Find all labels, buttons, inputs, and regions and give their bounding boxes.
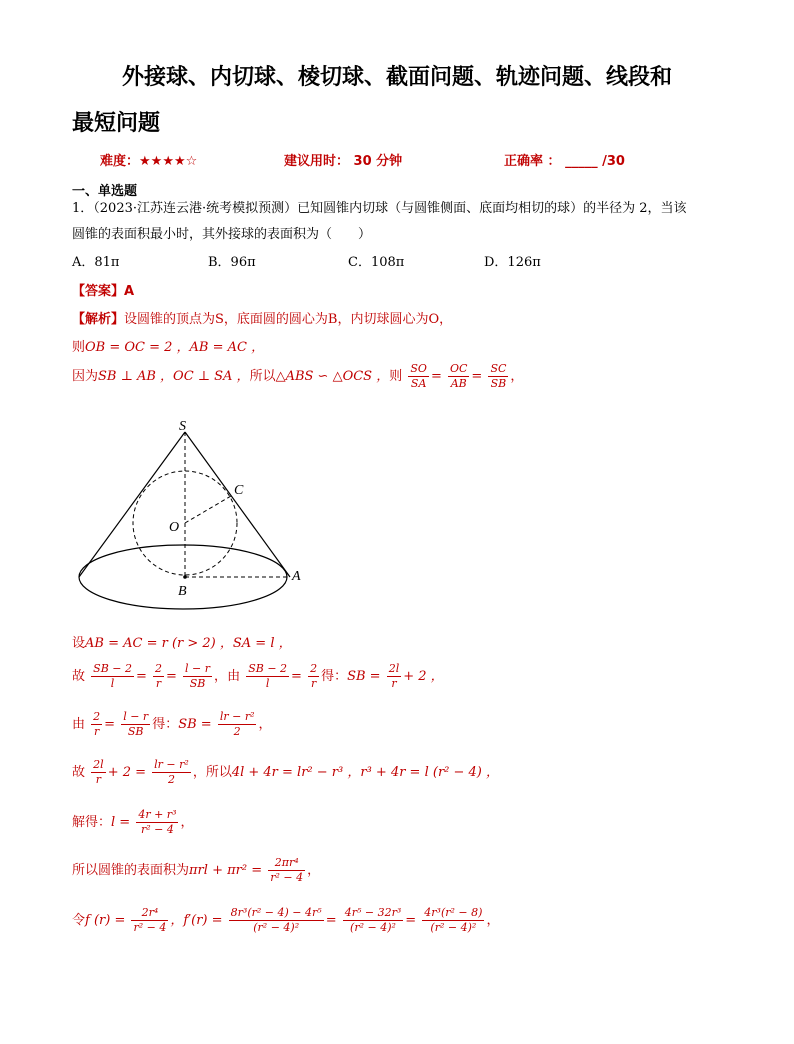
analysis-line-9: 所以圆锥的表面积为πrl + πr² = $\frac{\text{2πr⁴}}{\text{r² − 4}}$ ， bbox=[72, 856, 321, 884]
option-d: D．126π bbox=[484, 255, 541, 270]
cone-side-right bbox=[185, 432, 290, 577]
cone-side-left bbox=[79, 432, 185, 577]
question-text-2: 圆锥的表面积最小时，其外接球的表面积为（ ） bbox=[72, 227, 372, 242]
page-title-line2: 最短问题 bbox=[72, 111, 161, 136]
answer-tag: 【答案】 bbox=[72, 284, 125, 299]
answer-value: A bbox=[124, 284, 135, 299]
analysis-line-8: 解得：l = $\frac{\text{4r + r³}}{\text{r² − 4}}$ ， bbox=[72, 808, 194, 836]
segment-OC bbox=[185, 496, 231, 523]
label-S: S bbox=[179, 419, 186, 434]
page-title-line1: 外接球、内切球、棱切球、截面问题、轨迹问题、线段和 bbox=[122, 65, 673, 90]
analysis-line-7: 故 $\frac{2l}{r}$ + 2 = $\frac{\text{lr − r²}}{2}$ ，所以4l + 4r = lr² − r³ ，r³ + 4r = l (r² − 4) ， bbox=[72, 758, 500, 786]
section-heading: 一、单选题 bbox=[72, 184, 138, 199]
label-B: B bbox=[178, 584, 187, 599]
accuracy-blank: _____ bbox=[565, 154, 598, 169]
analysis-line-3: 因为SB ⊥ AB ，OC ⊥ SA ，所以△ABS ∽ △OCS ，则 $\frac{SO}{SA}$ = $\frac{OC}{AB}$ = $\frac{SC}{SB}$ ， bbox=[72, 362, 524, 390]
question-text-1: 1．（2023·江苏连云港·统考模拟预测）已知圆锥内切球（与圆锥侧面、底面均相切的球）的半径为 2，当该 bbox=[72, 201, 687, 216]
label-C: C bbox=[234, 483, 244, 498]
analysis-line-1: 【解析】设圆锥的顶点为S，底面圆的圆心为B，内切球圆心为O， bbox=[72, 312, 453, 327]
option-b: B．96π bbox=[208, 255, 256, 270]
analysis-line-4: 设AB = AC = r (r > 2) ，SA = l ， bbox=[72, 636, 292, 651]
analysis-line-10: 令f (r) = $\frac{\text{2r⁴}}{\text{r² − 4}}$ ，f′(r) = $\frac{\text{8r³(r² − 4) − 4r⁵}}{\text{(r² − 4)²}}$ = $\frac{\text{4r⁵ − 32r³}}{\text{(r² − 4)²}}$ = $\frac{\text{4r³(r² − 8)}}{\text{(r² − 4)²}}$ ， bbox=[72, 906, 500, 934]
options bbox=[72, 250, 732, 276]
difficulty-stars: ★★★★☆ bbox=[139, 154, 198, 169]
meta-bar bbox=[100, 150, 660, 170]
analysis-line-2: 则OB = OC = 2 ，AB = AC ， bbox=[72, 340, 265, 355]
analysis-line-6: 由 $\frac{2}{r}$ = $\frac{l - r}{SB}$ 得：SB = $\frac{\text{lr − r²}}{2}$ ， bbox=[72, 710, 272, 738]
accuracy: 正确率 ： _____ /30 bbox=[504, 154, 625, 169]
analysis-line-5: 故 $\frac{SB - 2}{l}$ = $\frac{2}{r}$ = $\frac{l - r}{SB}$ ，由 $\frac{SB - 2}{l}$ = $\frac{2}{r}$ 得：SB = $\frac{2l}{r}$ + 2 ， bbox=[72, 662, 444, 690]
answer-line bbox=[72, 280, 732, 299]
cone-figure bbox=[72, 412, 312, 612]
option-a: A．81π bbox=[72, 255, 120, 270]
label-O: O bbox=[169, 520, 180, 535]
difficulty: 难度：★★★★☆ bbox=[100, 154, 198, 169]
option-c: C．108π bbox=[348, 255, 405, 270]
label-A: A bbox=[292, 569, 301, 584]
point-B bbox=[183, 575, 187, 579]
suggested-time: 建议用时： 30 分钟 bbox=[284, 154, 403, 169]
